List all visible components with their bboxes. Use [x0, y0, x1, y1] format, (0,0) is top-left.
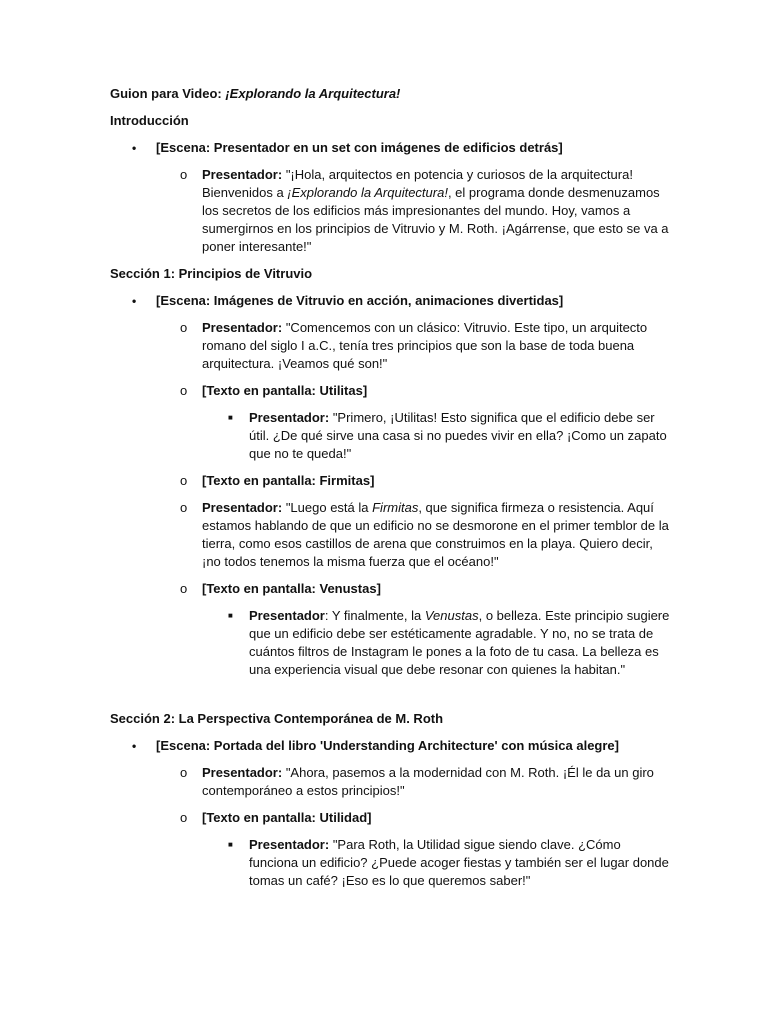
square-bullet-icon: ■	[228, 611, 233, 620]
speech-text: , el programa donde desmenuzamos los secretos de los edificios más impresionantes del mundo. Hoy, vamos a sumergirnos en los principios de Vitruvio y M. Roth. ¡Agárrense, que esto se va a poner interesante!"	[202, 185, 669, 254]
speech-text: , que significa firmeza o resistencia. Aquí estamos hablando de que un edificio no se desmorone en el primer temblor de la tierra, como esos castillos de arena que construimos en la playa. Quiero decir, ¡no todos tenemos la misma fuerza que el océano!"	[202, 500, 669, 569]
speech-text: : Y finalmente, la	[324, 608, 425, 623]
scene-text: [Escena: Presentador en un set con imágenes de edificios detrás]	[156, 140, 563, 155]
list-item	[110, 580, 670, 598]
circle-bullet-icon: o	[180, 765, 188, 780]
speech-text: "Luego está la	[282, 500, 373, 515]
speaker-label: Presentador:	[202, 167, 283, 182]
list-item	[110, 737, 670, 755]
speaker-label: Presentador:	[202, 320, 283, 335]
circle-bullet-icon: o	[180, 810, 188, 825]
bullet-icon: •	[132, 294, 137, 308]
circle-bullet-icon: o	[180, 320, 188, 335]
list-item	[110, 139, 670, 157]
onscreen-text-label: [Texto en pantalla: Utilidad]	[202, 810, 372, 825]
section-2-heading: Sección 2: La Perspectiva Contemporánea de M. Roth	[110, 711, 444, 726]
list-item	[110, 382, 670, 400]
onscreen-text-label: [Texto en pantalla: Firmitas]	[202, 473, 375, 488]
onscreen-text-label: [Texto en pantalla: Venustas]	[202, 581, 381, 596]
document-body	[110, 85, 670, 899]
speaker-label: Presentador:	[249, 410, 330, 425]
intro-heading: Introducción	[110, 113, 189, 128]
speech-italic: Firmitas	[372, 500, 419, 515]
document-title	[110, 85, 670, 103]
list-item	[110, 472, 670, 490]
speech-text: "¡Hola, arquitectos en potencia y curiosos de la arquitectura! Bienvenidos a	[202, 167, 633, 200]
speech-text: "Ahora, pasemos a la modernidad con M. Roth. ¡Él le da un giro contemporáneo a estos principios!"	[202, 765, 654, 798]
bullet-icon: •	[132, 739, 137, 753]
circle-bullet-icon: o	[180, 383, 188, 398]
section-1-heading: Sección 1: Principios de Vitruvio	[110, 266, 313, 281]
circle-bullet-icon: o	[180, 473, 188, 488]
scene-text: [Escena: Portada del libro 'Understanding Architecture' con música alegre]	[156, 738, 619, 753]
speaker-label: Presentador:	[202, 765, 283, 780]
speaker-label: Presentador:	[202, 500, 283, 515]
speaker-label: Presentador	[249, 608, 325, 623]
list-item	[110, 166, 670, 256]
list-item	[110, 292, 670, 310]
speech-text: "Primero, ¡Utilitas! Esto significa que el edificio debe ser útil. ¿De qué sirve una casa si no puedes vivir en ella? ¡Como un zapato que no te queda!"	[249, 410, 667, 461]
title-italic: ¡Explorando la Arquitectura!	[225, 86, 401, 101]
title-prefix: Guion para Video:	[110, 86, 226, 101]
speech-text: "Comencemos con un clásico: Vitruvio. Este tipo, un arquitecto romano del siglo I a.C., tenía tres principios que son la base de toda buena arquitectura. ¡Veamos qué son!"	[202, 320, 648, 371]
list-item	[110, 607, 670, 679]
speaker-label: Presentador:	[249, 837, 330, 852]
square-bullet-icon: ■	[228, 840, 233, 849]
list-item	[110, 409, 670, 463]
onscreen-text-label: [Texto en pantalla: Utilitas]	[202, 383, 368, 398]
speech-text: , o belleza. Este principio sugiere que un edificio debe ser estéticamente agradable. Y no, no se trata de cuántos filtros de Instagram le pones a la foto de tu casa. La belleza es una experiencia visual que debe resonar con quienes la habitan."	[249, 608, 670, 677]
speech-italic: ¡Explorando la Arquitectura!	[287, 185, 448, 200]
speech-italic: Venustas	[424, 608, 479, 623]
list-item	[110, 809, 670, 827]
list-item	[110, 319, 670, 373]
circle-bullet-icon: o	[180, 167, 188, 182]
spacer	[110, 688, 670, 710]
speech-text: "Para Roth, la Utilidad sigue siendo clave. ¿Cómo funciona un edificio? ¿Puede acoger fiestas y también ser el lugar donde tomas un café? ¡Eso es lo que queremos saber!"	[249, 837, 669, 888]
list-item	[110, 836, 670, 890]
square-bullet-icon: ■	[228, 413, 233, 422]
bullet-icon: •	[132, 141, 137, 155]
scene-text: [Escena: Imágenes de Vitruvio en acción, animaciones divertidas]	[156, 293, 564, 308]
circle-bullet-icon: o	[180, 581, 188, 596]
list-item	[110, 764, 670, 800]
circle-bullet-icon: o	[180, 500, 188, 515]
list-item	[110, 499, 670, 571]
